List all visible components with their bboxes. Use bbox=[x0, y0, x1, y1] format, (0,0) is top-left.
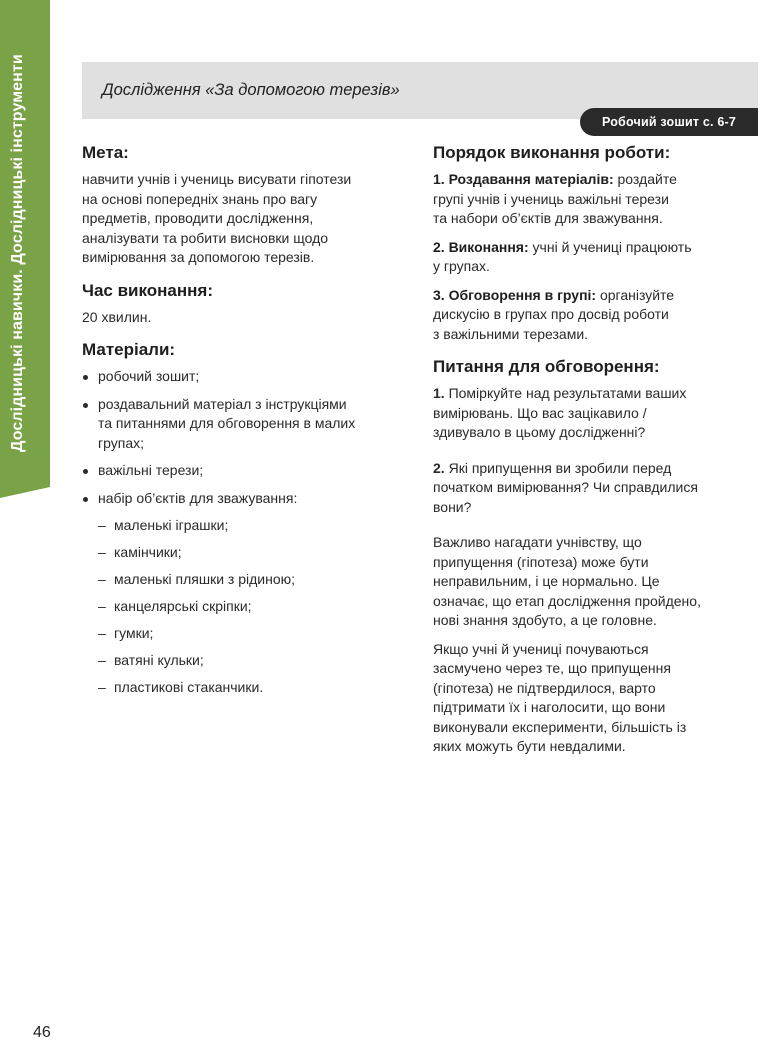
questions-section bbox=[433, 357, 758, 517]
list-item: роздавальний матеріал з інструкціями та питаннями для обговорення в малих групах; bbox=[82, 395, 412, 454]
dash-icon: – bbox=[98, 625, 106, 641]
text-line: аналізувати та робити висновки щодо bbox=[82, 229, 329, 246]
side-tab-label: Дослідницькі навички. Дослідницькі інструменти bbox=[9, 54, 26, 452]
procedure-step: 3. Обговорення в групі: організуйте дискусію в групах про досвід роботи з важільними терезами. bbox=[433, 286, 675, 342]
right-column bbox=[433, 143, 758, 766]
list-item: робочий зошит; bbox=[82, 367, 412, 387]
procedure-heading: Порядок виконання роботи: bbox=[433, 143, 671, 162]
bullet-icon bbox=[83, 469, 88, 474]
goal-section bbox=[82, 143, 412, 268]
text-line: навчити учнів і учениць висувати гіпотези bbox=[82, 171, 352, 187]
time-text: 20 хвилин. bbox=[82, 308, 152, 325]
procedure-step: 1. Роздавання матеріалів: роздайте групі учнів і учениць важільні терези та набори об’єктів для зважування. bbox=[433, 171, 677, 226]
time-section bbox=[82, 281, 412, 328]
procedure-step: 2. Виконання: учні й учениці працюють у групах. bbox=[433, 238, 692, 274]
text-line: предметів, проводити дослідження, bbox=[82, 210, 314, 226]
sublist-item: – канцелярські скріпки; bbox=[82, 597, 412, 617]
sublist-item: – маленькі пляшки з рідиною; bbox=[82, 570, 412, 590]
question-item: 2. Які припущення ви зробили перед початком вимірювання? Чи справдилися вони? bbox=[433, 459, 698, 515]
bullet-icon bbox=[83, 403, 88, 408]
sublist-item: – маленькі іграшки; bbox=[82, 516, 412, 536]
sublist-item: – гумки; bbox=[82, 624, 412, 644]
materials-section bbox=[82, 340, 412, 698]
goal-text bbox=[82, 170, 412, 268]
dash-icon: – bbox=[98, 544, 106, 560]
sublist-item: – камінчики; bbox=[82, 543, 412, 563]
note-paragraph: Якщо учні й учениці почуваються засмучено через те, що припущення (гіпотеза) не підтвердилося, варто підтримати їх і наголосити, що вони виконували експерименти, більшість із яких можуть бути невдалими. bbox=[433, 640, 687, 754]
text-line: вимірювання за допомогою терезів. bbox=[82, 249, 315, 265]
dash-icon: – bbox=[98, 571, 106, 587]
goal-heading: Мета: bbox=[82, 143, 129, 162]
sublist-item: – ватяні кульки; bbox=[82, 651, 412, 671]
bullet-icon bbox=[83, 497, 88, 502]
note-paragraph: Важливо нагадати учнівству, що припущення (гіпотеза) може бути неправильним, і це нормально. Це означає, що етап дослідження пройдено, нові знання здобуто, а це головне. bbox=[433, 534, 701, 628]
text-line: на основі попередніх знань про вагу bbox=[82, 190, 318, 207]
materials-list bbox=[82, 367, 412, 508]
dash-icon: – bbox=[98, 679, 106, 695]
objects-sublist bbox=[82, 516, 412, 698]
left-column bbox=[82, 143, 412, 711]
procedure-section bbox=[433, 143, 758, 344]
dash-icon: – bbox=[98, 598, 106, 614]
dash-icon: – bbox=[98, 652, 106, 668]
question-item: 1. Поміркуйте над результатами ваших вимірювань. Що вас зацікавило / здивувало в цьому дослідженні? bbox=[433, 385, 687, 440]
workbook-badge: Робочий зошит с. 6-7 bbox=[580, 108, 758, 136]
list-item: набір об’єктів для зважування: bbox=[82, 489, 412, 509]
sublist-item: – пластикові стаканчики. bbox=[82, 678, 412, 698]
page-title: Дослідження «За допомогою терезів» bbox=[102, 81, 400, 99]
list-item: важільні терези; bbox=[82, 461, 412, 481]
questions-heading: Питання для обговорення: bbox=[433, 357, 660, 376]
time-heading: Час виконання: bbox=[82, 280, 213, 300]
materials-heading: Матеріали: bbox=[82, 340, 176, 359]
dash-icon: – bbox=[98, 517, 106, 533]
page-number: 46 bbox=[33, 1024, 51, 1041]
bullet-icon bbox=[83, 375, 88, 380]
